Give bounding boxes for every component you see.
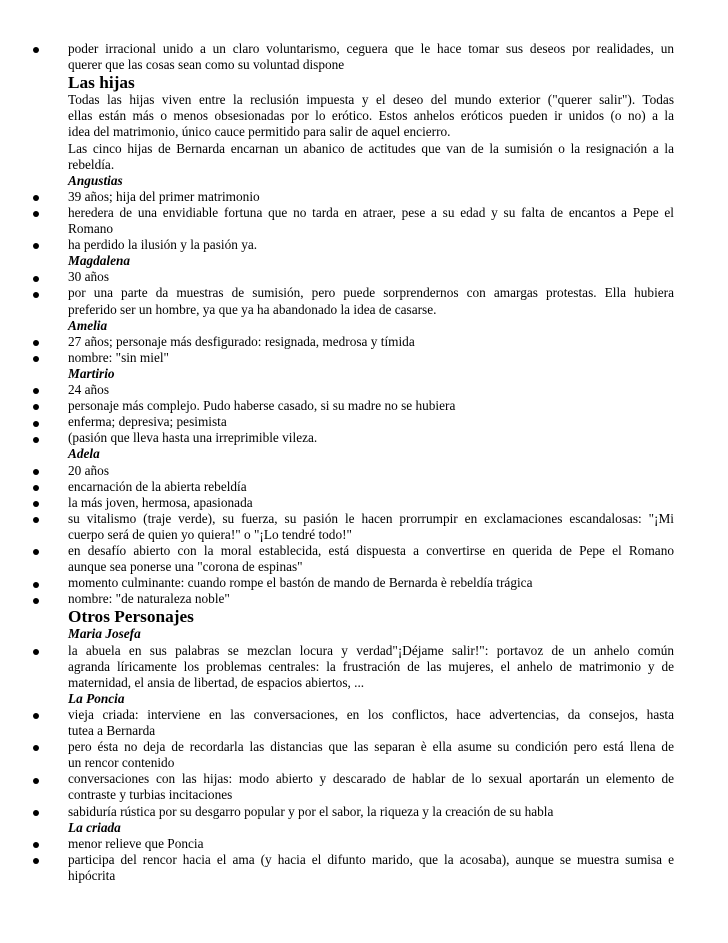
bullet-icon	[33, 649, 39, 655]
list-item-continuation: un rencor contenido	[68, 755, 175, 771]
bullet-icon	[33, 276, 39, 282]
bullet-icon	[33, 713, 39, 719]
section-heading: Las hijas	[68, 73, 135, 93]
character-name: Amelia	[68, 317, 108, 333]
list-item: 30 años	[68, 269, 109, 285]
paragraph-line: Las cinco hijas de Bernarda encarnan un abanico de actitudes que van de la sumisión o la resignación a la	[68, 140, 674, 156]
bullet-icon	[33, 810, 39, 816]
list-item: vieja criada: interviene en las conversaciones, en los conflictos, hace advertencias, da consejos, hasta	[68, 706, 674, 722]
bullet-icon	[33, 47, 39, 53]
bullet-icon	[33, 501, 39, 507]
bullet-icon	[33, 778, 39, 784]
list-item: (pasión que lleva hasta una irreprimible vileza.	[68, 430, 318, 446]
character-name: La criada	[68, 819, 121, 835]
list-item: 24 años	[68, 382, 109, 397]
list-item: su vitalismo (traje verde), su fuerza, su pasión le hacen prorrumpir en exclamaciones escandalosas: "¡Mi	[68, 510, 674, 526]
bullet-icon	[33, 356, 39, 362]
list-item: la abuela en sus palabras se mezclan locura y verdad"¡Déjame salir!": portavoz de un anhelo común	[68, 642, 674, 658]
bullet-icon	[33, 469, 39, 475]
bullet-icon	[33, 340, 39, 346]
list-item: 39 años; hija del primer matrimonio	[68, 188, 260, 204]
list-item-continuation: hipócrita	[68, 867, 116, 883]
section-heading: Otros Personajes	[68, 607, 194, 627]
bullet-icon	[33, 437, 39, 443]
bullet-icon	[33, 598, 39, 604]
bullet-icon	[33, 195, 39, 201]
list-item: conversaciones con las hijas: modo abierto y descarado de hablar de lo sexual aportarán un elemento de	[68, 771, 674, 787]
list-item: menor relieve que Poncia	[68, 835, 204, 851]
list-item: por una parte da muestras de sumisión, pero puede sorprendernos con amargas protestas. Ella hubiera	[68, 285, 674, 301]
character-name: Martirio	[68, 365, 115, 381]
list-item: 27 años; personaje más desfigurado: resignada, medrosa y tímida	[68, 333, 415, 349]
bullet-icon	[33, 485, 39, 491]
list-item: poder irracional unido a un claro voluntarismo, ceguera que le hace tomar sus deseos por realidades, un	[68, 41, 674, 56]
list-item: enferma; depresiva; pesimista	[68, 414, 227, 430]
list-item: nombre: "de naturaleza noble"	[68, 591, 230, 607]
paragraph-line: ellas están más o menos obsesionadas por lo erótico. Estos anhelos eróticos pueden ir unidos (o no) a la	[68, 108, 674, 124]
list-item: nombre: "sin miel"	[68, 349, 169, 365]
list-item-continuation: maternidad, el ansia de libertad, de espacios abiertos, ...	[68, 674, 365, 690]
list-item: ha perdido la ilusión y la pasión ya.	[68, 237, 258, 253]
list-item-continuation: agranda líricamente los problemas centrales: la frustración de las mujeres, el anhelo de matrimonio y de	[68, 658, 674, 674]
bullet-icon	[33, 549, 39, 555]
list-item: participa del rencor hacia el ama (y hacia el difunto marido, que la acosaba), aunque se muestra sumisa e	[68, 851, 674, 867]
list-item-continuation: Romano	[68, 221, 114, 236]
bullet-icon	[33, 745, 39, 751]
list-item-continuation: contraste y turbias incitaciones	[68, 787, 233, 803]
list-item: heredera de una envidiable fortuna que no tarda en atraer, pese a su edad y su falta de encantos a Pepe el	[68, 204, 674, 220]
character-name: Magdalena	[68, 253, 131, 269]
paragraph-line: idea del matrimonio, único cauce permitido para salir de aquel encierro.	[68, 124, 451, 140]
bullet-icon	[33, 517, 39, 523]
list-item-continuation: preferido ser un hombre, ya que ya ha abandonado la idea de casarse.	[68, 301, 437, 317]
bullet-icon	[33, 582, 39, 588]
list-item: 20 años	[68, 462, 109, 478]
bullet-icon	[33, 842, 39, 848]
bullet-icon	[33, 421, 39, 427]
bullet-icon	[33, 243, 39, 249]
list-item: momento culminante: cuando rompe el bastón de mando de Bernarda è rebeldía trágica	[68, 575, 533, 591]
character-name: Adela	[68, 446, 100, 462]
list-item: pero ésta no deja de recordarla las distancias que las separan è ella asume su condición pero está llena de	[68, 739, 674, 755]
list-item-continuation: querer que las cosas sean como su voluntad dispone	[68, 57, 345, 73]
bullet-icon	[33, 858, 39, 864]
bullet-icon	[33, 388, 39, 394]
list-item: encarnación de la abierta rebeldía	[68, 478, 247, 494]
character-name: Angustias	[68, 172, 123, 188]
list-item-continuation: cuerpo será de quien yo quiera!" o "¡Lo tendré todo!"	[68, 526, 352, 542]
character-name: La Poncia	[68, 690, 125, 706]
character-name: Maria Josefa	[68, 626, 141, 642]
list-item: sabiduría rústica por su desgarro popular y por el sabor, la riqueza y la creación de su habla	[68, 803, 554, 819]
list-item: en desafío abierto con la moral establecida, está dispuesta a convertirse en querida de Pepe el Romano	[68, 543, 674, 558]
paragraph-line: Todas las hijas viven entre la reclusión impuesta y el deseo del mundo exterior ("querer salir"). Todas	[68, 92, 674, 108]
paragraph-line: rebeldía.	[68, 156, 115, 172]
bullet-icon	[33, 292, 39, 298]
list-item-continuation: aunque sea ponerse una "corona de espinas"	[68, 559, 303, 575]
list-item-continuation: tutea a Bernarda	[68, 723, 156, 738]
bullet-icon	[33, 211, 39, 217]
list-item: la más joven, hermosa, apasionada	[68, 494, 253, 510]
bullet-icon	[33, 404, 39, 410]
list-item: personaje más complejo. Pudo haberse casado, si su madre no se hubiera	[68, 398, 456, 414]
